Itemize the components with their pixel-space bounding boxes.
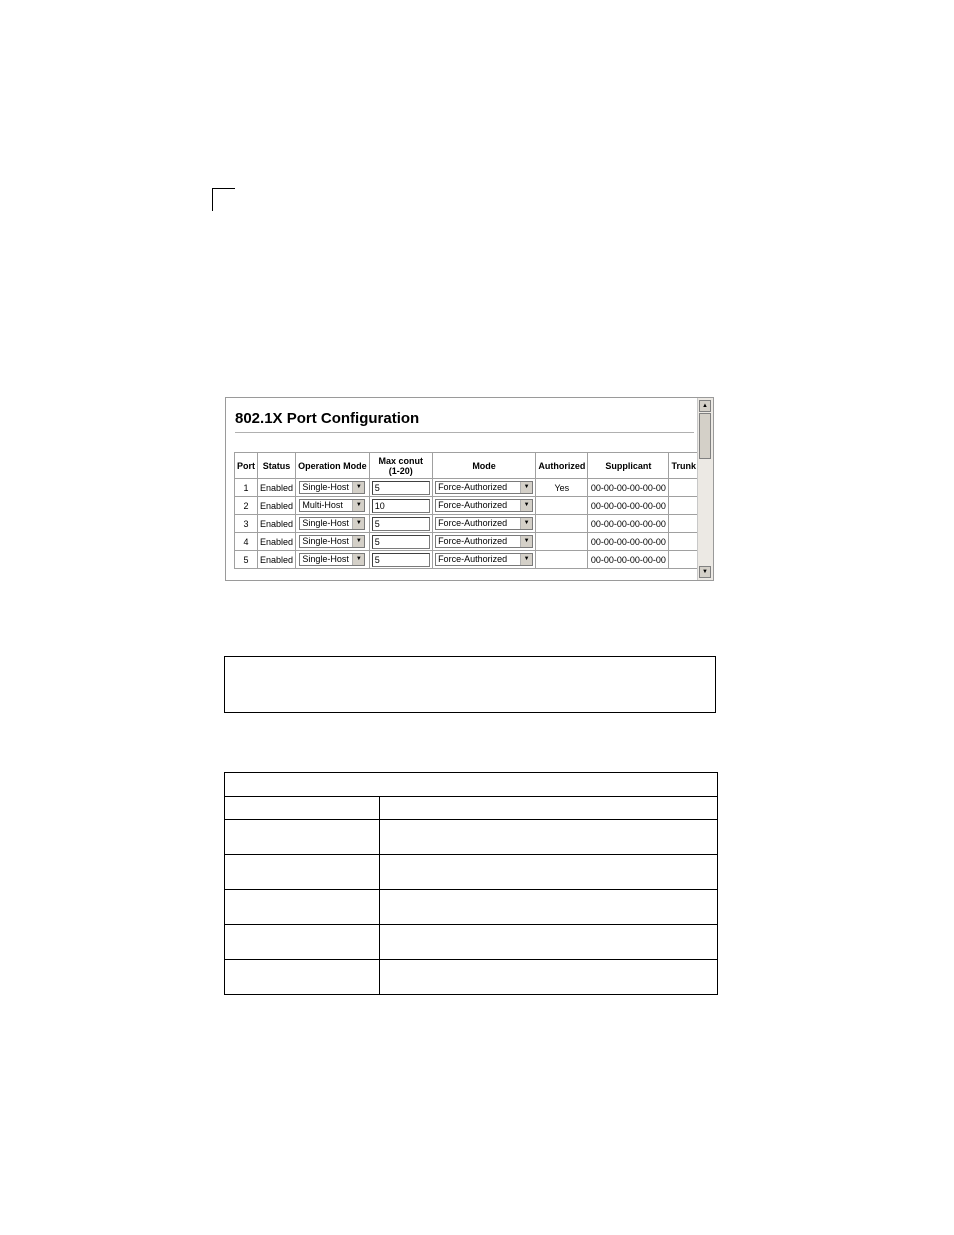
note-box	[224, 656, 716, 713]
supplicant-cell: 00-00-00-00-00-00	[588, 515, 669, 533]
operation-mode-value: Single-Host	[302, 536, 349, 546]
chevron-down-icon[interactable]: ▼	[352, 500, 364, 511]
operation-mode-value: Single-Host	[302, 518, 349, 528]
supplicant-cell: 00-00-00-00-00-00	[588, 551, 669, 569]
max-count-input[interactable]: 10	[372, 499, 430, 513]
desc-cell	[225, 820, 380, 855]
arrow-up-icon[interactable]: ▲	[699, 400, 711, 412]
desc-header-cell	[225, 797, 380, 820]
authorized-cell	[536, 533, 588, 551]
desc-cell	[225, 960, 380, 995]
max-count-input[interactable]: 5	[372, 481, 430, 495]
desc-row	[225, 925, 718, 960]
mode-value: Force-Authorized	[438, 536, 508, 546]
max-count-input[interactable]: 5	[372, 517, 430, 531]
trunk-cell	[669, 533, 699, 551]
table-row	[235, 497, 699, 515]
header-port: Port	[235, 453, 258, 479]
status-cell: Enabled	[258, 479, 296, 497]
chevron-down-icon[interactable]: ▼	[352, 554, 364, 565]
mode-cell	[432, 533, 536, 551]
page-title: 802.1X Port Configuration	[235, 410, 420, 427]
chevron-down-icon[interactable]: ▼	[520, 554, 532, 565]
max-count-input[interactable]: 5	[372, 535, 430, 549]
status-cell: Enabled	[258, 515, 296, 533]
desc-header-cell	[380, 797, 718, 820]
desc-title-row	[225, 773, 718, 797]
chevron-down-icon[interactable]: ▼	[352, 518, 364, 529]
port-cell: 1	[235, 479, 258, 497]
table-row	[235, 533, 699, 551]
desc-cell	[225, 890, 380, 925]
operation-mode-value: Single-Host	[302, 482, 349, 492]
header-max-count	[369, 453, 432, 479]
arrow-down-icon[interactable]: ▼	[699, 566, 711, 578]
supplicant-cell: 00-00-00-00-00-00	[588, 479, 669, 497]
desc-cell	[380, 855, 718, 890]
desc-cell	[225, 855, 380, 890]
mode-select[interactable]	[435, 553, 533, 566]
mode-cell	[432, 551, 536, 569]
chevron-down-icon[interactable]: ▼	[520, 500, 532, 511]
supplicant-cell: 00-00-00-00-00-00	[588, 533, 669, 551]
operation-mode-cell	[296, 551, 370, 569]
table-row	[235, 551, 699, 569]
desc-row	[225, 820, 718, 855]
desc-cell	[380, 820, 718, 855]
operation-mode-value: Single-Host	[302, 554, 349, 564]
max-count-cell	[369, 533, 432, 551]
mode-cell	[432, 497, 536, 515]
status-cell: Enabled	[258, 551, 296, 569]
authorized-cell	[536, 497, 588, 515]
desc-cell	[380, 960, 718, 995]
table-row	[235, 479, 699, 497]
mode-select[interactable]	[435, 481, 533, 494]
authorized-cell	[536, 515, 588, 533]
desc-cell	[380, 925, 718, 960]
header-supplicant: Supplicant	[588, 453, 669, 479]
vertical-scrollbar[interactable]	[697, 398, 713, 580]
mode-cell	[432, 479, 536, 497]
header-trunk: Trunk	[669, 453, 699, 479]
status-cell: Enabled	[258, 497, 296, 515]
operation-mode-cell	[296, 497, 370, 515]
mode-select[interactable]	[435, 535, 533, 548]
scrollbar-thumb[interactable]	[699, 413, 711, 459]
operation-mode-select[interactable]	[299, 553, 365, 566]
chevron-down-icon[interactable]: ▼	[520, 536, 532, 547]
desc-row	[225, 855, 718, 890]
desc-row	[225, 890, 718, 925]
mode-value: Force-Authorized	[438, 554, 508, 564]
operation-mode-value: Multi-Host	[302, 500, 343, 510]
header-max-count-range: (1-20)	[388, 465, 413, 476]
desc-row	[225, 960, 718, 995]
trunk-cell	[669, 497, 699, 515]
operation-mode-select[interactable]	[299, 481, 365, 494]
max-count-input[interactable]: 5	[372, 553, 430, 567]
port-config-frame	[225, 397, 714, 581]
trunk-cell	[669, 479, 699, 497]
max-count-cell	[369, 515, 432, 533]
chevron-down-icon[interactable]: ▼	[352, 482, 364, 493]
table-header-row	[235, 453, 699, 479]
mode-select[interactable]	[435, 499, 533, 512]
header-status: Status	[258, 453, 296, 479]
operation-mode-cell	[296, 515, 370, 533]
chevron-down-icon[interactable]: ▼	[352, 536, 364, 547]
desc-cell	[225, 925, 380, 960]
status-cell: Enabled	[258, 533, 296, 551]
operation-mode-cell	[296, 533, 370, 551]
mode-value: Force-Authorized	[438, 500, 508, 510]
trunk-cell	[669, 515, 699, 533]
crop-mark	[212, 188, 235, 211]
operation-mode-select[interactable]	[299, 535, 365, 548]
table-row	[235, 515, 699, 533]
mode-cell	[432, 515, 536, 533]
port-cell: 5	[235, 551, 258, 569]
chevron-down-icon[interactable]: ▼	[520, 482, 532, 493]
header-authorized: Authorized	[536, 453, 588, 479]
max-count-cell	[369, 497, 432, 515]
authorized-cell: Yes	[536, 479, 588, 497]
trunk-cell	[669, 551, 699, 569]
port-cell: 4	[235, 533, 258, 551]
heading-divider	[235, 432, 694, 434]
port-config-table	[234, 452, 699, 569]
desc-cell	[380, 890, 718, 925]
port-cell: 2	[235, 497, 258, 515]
frame-content	[226, 398, 699, 580]
mode-value: Force-Authorized	[438, 482, 508, 492]
mode-value: Force-Authorized	[438, 518, 508, 528]
supplicant-cell: 00-00-00-00-00-00	[588, 497, 669, 515]
operation-mode-select[interactable]	[299, 499, 365, 512]
mode-select[interactable]	[435, 517, 533, 530]
desc-title-cell	[225, 773, 718, 797]
header-operation-mode: Operation Mode	[296, 453, 370, 479]
authorized-cell	[536, 551, 588, 569]
operation-mode-select[interactable]	[299, 517, 365, 530]
description-table	[224, 772, 718, 995]
header-mode: Mode	[432, 453, 536, 479]
port-cell: 3	[235, 515, 258, 533]
header-max-count-label: Max conut	[378, 455, 424, 466]
chevron-down-icon[interactable]: ▼	[520, 518, 532, 529]
max-count-cell	[369, 479, 432, 497]
max-count-cell	[369, 551, 432, 569]
desc-header-row	[225, 797, 718, 820]
operation-mode-cell	[296, 479, 370, 497]
